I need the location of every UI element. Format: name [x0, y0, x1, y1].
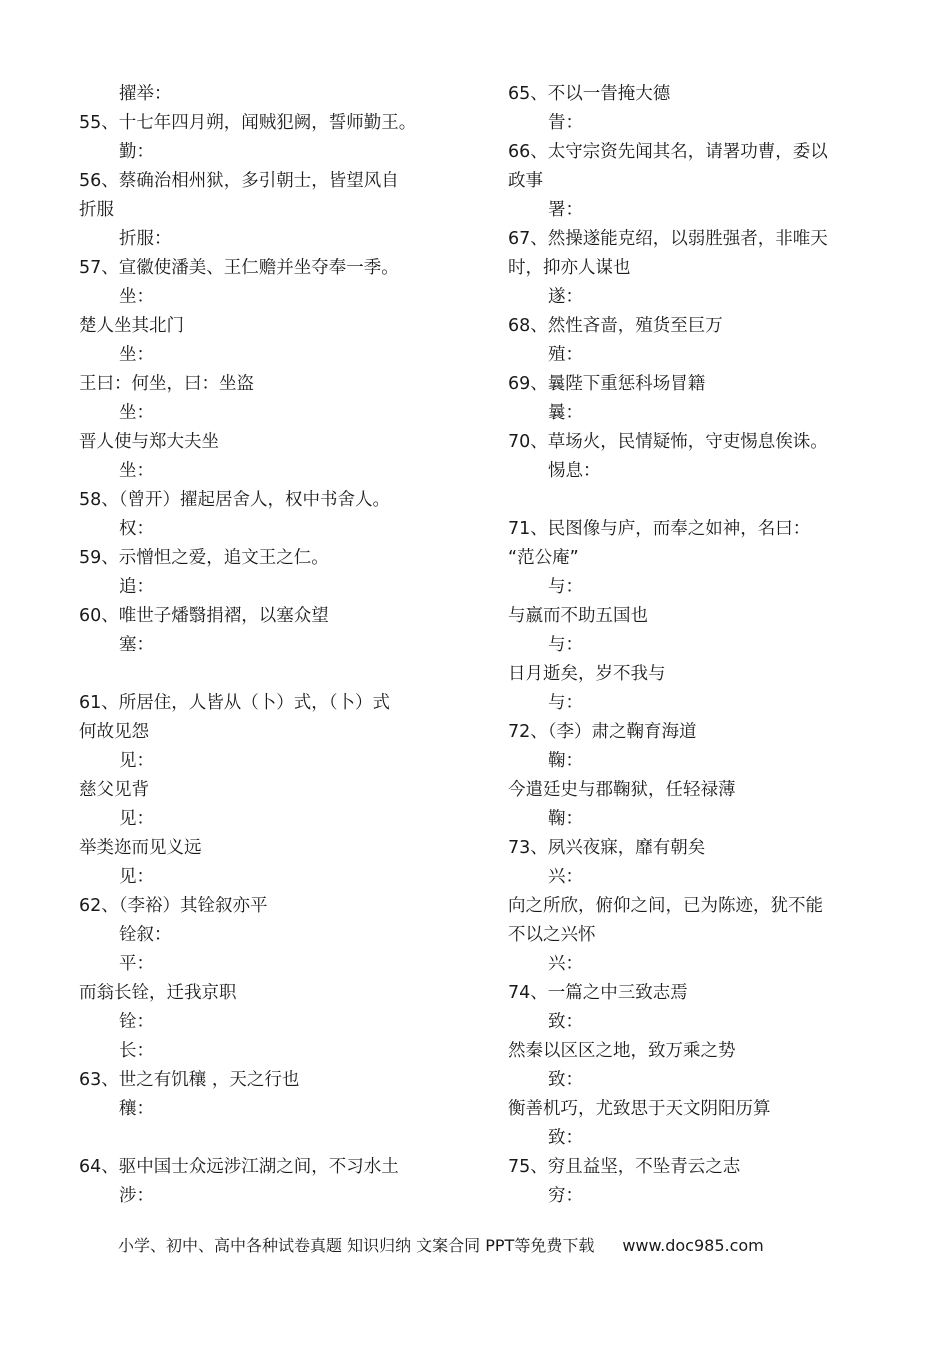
question-line: 慈父见背: [79, 780, 149, 800]
question-line: 71、民图像与庐，而奉之如神，名曰：: [508, 519, 811, 539]
question-line: 68、然性吝啬，殖货至巨万: [508, 316, 723, 336]
question-line: 62、（李裕）其铨叙亦平: [79, 896, 268, 916]
answer-prompt: 坐：: [119, 403, 154, 423]
question-line: 55、十七年四月朔，闻贼犯阙，誓师勤王。: [79, 113, 417, 133]
question-line: 57、宣徽使潘美、王仁赡并坐夺奉一季。: [79, 258, 399, 278]
question-line: 58、（曾开）擢起居舍人，权中书舍人。: [79, 490, 391, 510]
question-line: 66、太守宗资先闻其名，请署功曹，委以: [508, 142, 828, 162]
answer-prompt: 兴：: [548, 954, 583, 974]
question-line: 日月逝矣，岁不我与: [508, 664, 666, 684]
answer-prompt: 兴：: [548, 867, 583, 887]
answer-prompt: 塞：: [119, 635, 154, 655]
answer-prompt: 擢举：: [119, 84, 172, 104]
question-line: 64、驱中国士众远涉江湖之间，不习水土: [79, 1157, 399, 1177]
answer-prompt: 致：: [548, 1070, 583, 1090]
answer-prompt: 穰：: [119, 1099, 154, 1119]
question-line: 59、示憎怛之爱，追文王之仁。: [79, 548, 329, 568]
answer-prompt: 与：: [548, 693, 583, 713]
answer-prompt: 坐：: [119, 287, 154, 307]
answer-prompt: 见：: [119, 867, 154, 887]
answer-prompt: 鞠：: [548, 751, 583, 771]
answer-prompt: 见：: [119, 809, 154, 829]
answer-prompt: 勤：: [119, 142, 154, 162]
answer-prompt: 长：: [119, 1041, 154, 1061]
right-column: [508, 80, 876, 1211]
question-line: 向之所欣，俯仰之间，已为陈迹，犹不能: [508, 896, 823, 916]
question-line: “范公庵”: [508, 548, 579, 568]
footer-text: 小学、初中、高中各种试卷真题 知识归纳 文案合同 PPT等免费下载: [118, 1236, 595, 1255]
left-column: [79, 80, 447, 1211]
question-line: 今遣廷史与郡鞠狱，任轻禄薄: [508, 780, 736, 800]
question-line: 何故见怨: [79, 722, 149, 742]
question-line: 65、不以一眚掩大德: [508, 84, 671, 104]
answer-prompt: 坐：: [119, 461, 154, 481]
answer-prompt: 涉：: [119, 1186, 154, 1206]
answer-prompt: 平：: [119, 954, 154, 974]
answer-prompt: 殖：: [548, 345, 583, 365]
question-line: 75、穷且益坚，不坠青云之志: [508, 1157, 741, 1177]
blank-line: [79, 660, 447, 689]
question-line: 70、草场火，民情疑怖，守吏惕息俟诛。: [508, 432, 828, 452]
blank-line: [79, 1124, 447, 1153]
question-line: 举类迩而见义远: [79, 838, 202, 858]
answer-prompt: 追：: [119, 577, 154, 597]
question-line: 69、曩陛下重惩科场冒籍: [508, 374, 706, 394]
blank-line: [508, 486, 876, 515]
question-line: 63、世之有饥穰 ，天之行也: [79, 1070, 300, 1090]
answer-prompt: 与：: [548, 635, 583, 655]
question-line: 晋人使与郑大夫坐: [79, 432, 219, 452]
question-line: 56、蔡确治相州狱，多引朝士，皆望风自: [79, 171, 399, 191]
answer-prompt: 折服：: [119, 229, 172, 249]
answer-prompt: 铨：: [119, 1012, 154, 1032]
question-line: 政事: [508, 171, 543, 191]
question-line: 不以之兴怀: [508, 925, 596, 945]
question-line: 74、一篇之中三致志焉: [508, 983, 688, 1003]
answer-prompt: 坐：: [119, 345, 154, 365]
answer-prompt: 惕息：: [548, 461, 601, 481]
answer-prompt: 曩：: [548, 403, 583, 423]
question-line: 与嬴而不助五国也: [508, 606, 648, 626]
answer-prompt: 致：: [548, 1012, 583, 1032]
question-line: 王曰：何坐，曰：坐盗: [79, 374, 254, 394]
question-line: 衡善机巧，尤致思于天文阴阳历算: [508, 1099, 771, 1119]
answer-prompt: 鞠：: [548, 809, 583, 829]
answer-prompt: 铨叙：: [119, 925, 172, 945]
answer-prompt: 致：: [548, 1128, 583, 1148]
question-line: 而翁长铨，迁我京职: [79, 983, 237, 1003]
answer-prompt: 遂：: [548, 287, 583, 307]
footer-url-link[interactable]: www.doc985.com: [622, 1236, 764, 1255]
question-line: 73、夙兴夜寐，靡有朝矣: [508, 838, 706, 858]
answer-prompt: 署：: [548, 200, 583, 220]
page-footer: [118, 1234, 764, 1258]
question-line: 61、所居住，人皆从（卜）式，（卜）式: [79, 693, 391, 713]
answer-prompt: 与：: [548, 577, 583, 597]
question-line: 60、唯世子燔翳捐褶，以塞众望: [79, 606, 329, 626]
question-line: 楚人坐其北门: [79, 316, 184, 336]
question-line: 折服: [79, 200, 114, 220]
answer-prompt: 眚：: [548, 113, 583, 133]
question-line: 72、（李）肃之鞠育海道: [508, 722, 697, 742]
answer-prompt: 穷：: [548, 1186, 583, 1206]
answer-prompt: 权：: [119, 519, 154, 539]
question-line: 时，抑亦人谋也: [508, 258, 631, 278]
question-line: 然秦以区区之地，致万乘之势: [508, 1041, 736, 1061]
question-line: 67、然操遂能克绍，以弱胜强者，非唯天: [508, 229, 828, 249]
answer-prompt: 见：: [119, 751, 154, 771]
